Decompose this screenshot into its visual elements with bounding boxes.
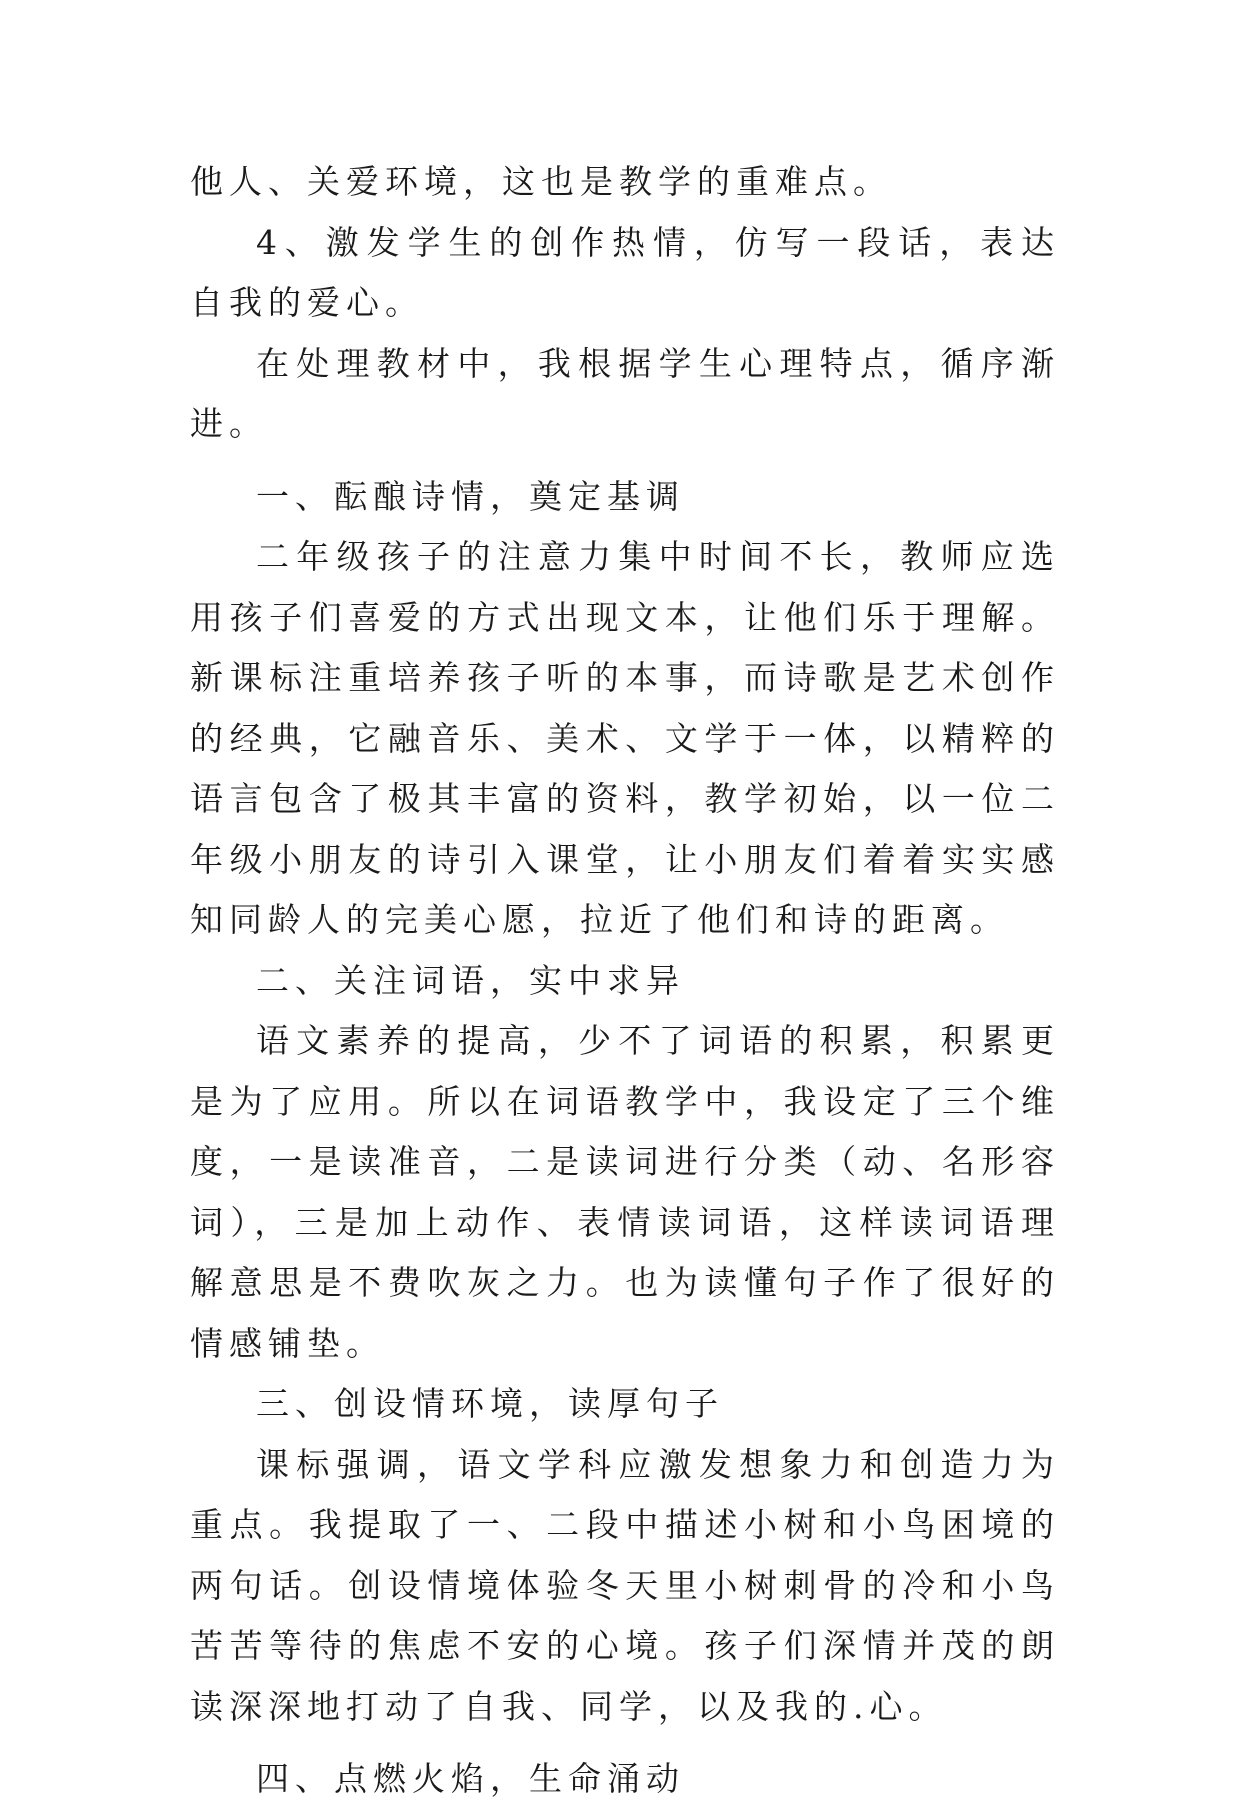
section-heading: 二、关注词语，实中求异 (256, 960, 685, 1000)
paragraph: 二年级孩子的注意力集中时间不长，教师应选用孩子们喜爱的方式出现文本，让他们乐于理解。新课标注重培养孩子听的本事，而诗歌是艺术创作的经典，它融音乐、美术、文学于一体，以精粹的语言包含了极其丰富的资料，教学初始，以一位二年级小朋友的诗引入课堂，让小朋友们着着实实感知同龄人的完美心愿，拉近了他们和诗的距离。 (190, 537, 1060, 939)
paragraph: 4、激发学生的创作热情，仿写一段话，表达自我的爱心。 (190, 222, 1060, 322)
section-heading: 四、点燃火焰，生命涌动 (256, 1759, 685, 1798)
document-body (190, 152, 1060, 1810)
section-heading: 一、酝酿诗情，奠定基调 (256, 476, 685, 516)
paragraph: 他人、关爱环境，这也是教学的重难点。 (190, 162, 892, 201)
paragraph: 课标强调，语文学科应激发想象力和创造力为重点。我提取了一、二段中描述小树和小鸟困境的两句话。创设情境体验冬天里小树刺骨的冷和小鸟苦苦等待的焦虑不安的心境。孩子们深情并茂的朗读深深地打动了自我、同学，以及我的.心。 (190, 1444, 1060, 1726)
paragraph: 在处理教材中，我根据学生心理特点，循序渐进。 (190, 343, 1060, 443)
section-heading: 三、创设情环境，读厚句子 (256, 1384, 724, 1423)
paragraph: 语文素养的提高，少不了词语的积累，积累更是为了应用。所以在词语教学中，我设定了三个维度，一是读准音，二是读词进行分类（动、名形容词），三是加上动作、表情读词语，这样读词语理解意思是不费吹灰之力。也为读懂句子作了很好的情感铺垫。 (190, 1021, 1060, 1363)
